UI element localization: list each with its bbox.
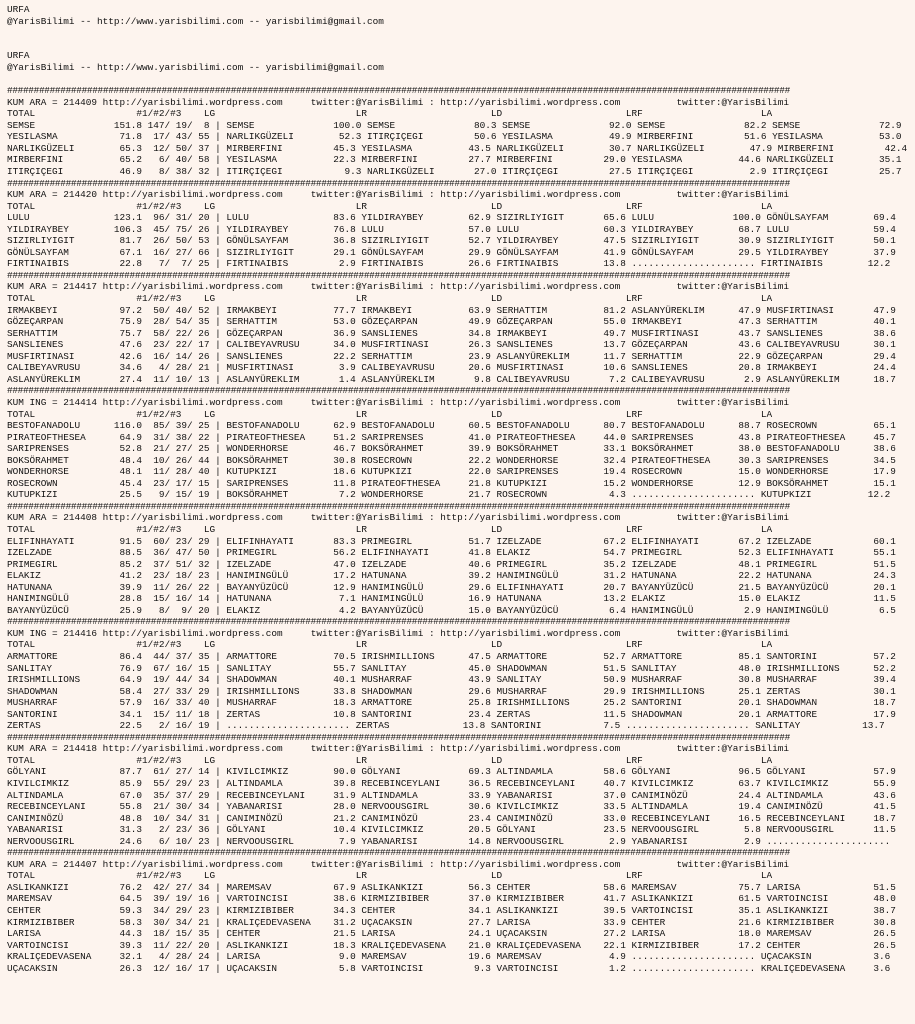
horse-row: SHADOWMAN 58.4 27/ 33/ 29 | IRISHMILLIONS 33.8 SHADOWMAN 29.6 MUSHARRAF 29.9 IRISHMILLIONS 25.1 ZERTAS 30.1 <box>7 685 896 697</box>
separator-line: ################################################################################################################################################### <box>7 847 790 859</box>
column-header: TOTAL #1/#2/#3 LG LR LD LRF LA <box>7 200 773 212</box>
separator-line: ################################################################################################################################################### <box>7 177 790 189</box>
horse-row: WONDERHORSE 48.1 11/ 28/ 40 | KUTUPKIZI 18.6 KUTUPKIZI 22.0 SARIPRENSES 19.4 ROSECROWN 15.0 WONDERHORSE 17.9 <box>7 466 896 478</box>
horse-row: YILDIRAYBEY 106.3 45/ 75/ 26 | YILDIRAYBEY 76.8 LULU 57.0 LULU 60.3 YILDIRAYBEY 68.7 LULU 59.4 <box>7 223 896 235</box>
horse-row: IZELZADE 88.5 36/ 47/ 50 | PRIMEGIRL 56.2 ELIFINHAYATI 41.8 ELAKIZ 54.7 PRIMEGIRL 52.3 ELIFINHAYATI 55.1 <box>7 547 896 559</box>
race-block <box>7 743 913 847</box>
horse-row: LULU 123.1 96/ 31/ 20 | LULU 83.6 YILDIRAYBEY 62.9 SIZIRLIYIGIT 65.6 LULU 100.0 GÖNÜLSAYFAM 69.4 <box>7 212 896 224</box>
horse-row: KIRMIZIBIBER 58.3 30/ 34/ 21 | KRALIÇEDEVASENA 31.2 UÇACAKSIN 27.7 LARISA 33.9 CEHTER 21.6 KIRMIZIBIBER 30.8 <box>7 916 896 928</box>
horse-row: MAREMSAV 64.5 39/ 19/ 16 | VARTOINCISI 38.6 KIRMIZIBIBER 37.0 KIRMIZIBIBER 41.7 ASLIKANKIZI 61.5 VARTOINCISI 48.0 <box>7 893 896 905</box>
horse-row: GÖLYANI 87.7 61/ 27/ 14 | KIVILCIMKIZ 90.0 GÖLYANI 69.3 ALTINDAMLA 58.6 GÖLYANI 96.5 GÖLYANI 57.9 <box>7 766 896 778</box>
race-header: KUM ARA = 214408 http://yarisbilimi.wordpress.com twitter:@YarisBilimi : http://yarisbilimi.wordpress.com twitter:@YarisBilimi <box>7 512 790 524</box>
column-header: TOTAL #1/#2/#3 LG LR LD LRF LA <box>7 408 773 420</box>
horse-row: CANIMINÖZÜ 48.8 10/ 34/ 31 | CANIMINÖZÜ 21.2 CANIMINÖZÜ 23.4 CANIMINÖZÜ 33.0 RECEBINCEYLANI 16.5 RECEBINCEYLANI 18.7 <box>7 812 896 824</box>
column-header: TOTAL #1/#2/#3 LG LR LD LRF LA <box>7 870 773 882</box>
separator-line: ################################################################################################################################################### <box>7 731 790 743</box>
horse-row: CEHTER 59.3 34/ 29/ 23 | KIRMIZIBIBER 34.3 CEHTER 34.1 ASLIKANKIZI 39.5 VARTOINCISI 35.1 ASLIKANKIZI 38.7 <box>7 905 896 917</box>
horse-row: HATUNANA 39.9 11/ 26/ 22 | BAYANYÜZÜCÜ 12.9 HANIMINGÜLÜ 29.6 ELIFINHAYATI 20.7 BAYANYÜZÜCÜ 21.5 BAYANYÜZÜCÜ 20.1 <box>7 581 896 593</box>
horse-row: BAYANYÜZÜCÜ 25.9 8/ 9/ 20 | ELAKIZ 4.2 BAYANYÜZÜCÜ 15.0 BAYANYÜZÜCÜ 6.4 HANIMINGÜLÜ 2.9 HANIMINGÜLÜ 6.5 <box>7 604 896 616</box>
horse-row: KUTUPKIZI 25.5 9/ 15/ 19 | BOKSÖRAHMET 7.2 WONDERHORSE 21.7 ROSECROWN 4.3 ...................... KUTUPKIZI 12.2 <box>7 489 891 501</box>
column-header: TOTAL #1/#2/#3 LG LR LD LRF LA <box>7 754 773 766</box>
horse-row: ALTINDAMLA 67.0 35/ 37/ 29 | RECEBINCEYLANI 31.9 ALTINDAMLA 33.9 YABANARISI 37.0 CANIMINÖZÜ 24.4 ALTINDAMLA 43.6 <box>7 789 896 801</box>
horse-row: CALIBEYAVRUSU 34.6 4/ 28/ 21 | MUSFIRTINASI 3.9 CALIBEYAVRUSU 20.6 MUSFIRTINASI 10.6 SANSLIENES 20.8 IRMAKBEYI 24.4 <box>7 362 896 374</box>
horse-row: ELIFINHAYATI 91.5 60/ 23/ 29 | ELIFINHAYATI 83.3 PRIMEGIRL 51.7 IZELZADE 67.2 ELIFINHAYATI 67.2 IZELZADE 60.1 <box>7 535 896 547</box>
horse-row: SEMSE 151.8 147/ 19/ 8 | SEMSE 100.0 SEMSE 80.3 SEMSE 92.0 SEMSE 82.2 SEMSE 72.9 <box>7 119 902 131</box>
horse-row: ASLANYÜREKLIM 27.4 11/ 10/ 13 | ASLANYÜREKLIM 1.4 ASLANYÜREKLIM 9.8 CALIBEYAVRUSU 7.2 CALIBEYAVRUSU 2.9 ASLANYÜREKLIM 18.7 <box>7 373 896 385</box>
race-block <box>7 97 913 178</box>
horse-row: LARISA 44.3 18/ 15/ 35 | CEHTER 21.5 LARISA 24.1 UÇACAKSIN 27.2 LARISA 18.0 MAREMSAV 26.5 <box>7 928 896 940</box>
horse-row: PIRATEOFTHESEA 64.9 31/ 38/ 22 | PIRATEOFTHESEA 51.2 SARIPRENSES 41.0 PIRATEOFTHESEA 44.0 SARIPRENSES 43.8 PIRATEOFTHESEA 45.7 <box>7 431 896 443</box>
horse-row: SIZIRLIYIGIT 81.7 26/ 50/ 53 | GÖNÜLSAYFAM 36.8 SIZIRLIYIGIT 52.7 YILDIRAYBEY 47.5 SIZIRLIYIGIT 30.9 SIZIRLIYIGIT 50.1 <box>7 235 896 247</box>
race-header: KUM ARA = 214420 http://yarisbilimi.wordpress.com twitter:@YarisBilimi : http://yarisbilimi.wordpress.com twitter:@YarisBilimi <box>7 189 790 201</box>
race-header: KUM ARA = 214418 http://yarisbilimi.wordpress.com twitter:@YarisBilimi : http://yarisbilimi.wordpress.com twitter:@YarisBilimi <box>7 743 790 755</box>
horse-row: NERVOOUSGIRL 24.6 6/ 10/ 23 | NERVOOUSGIRL 7.9 YABANARISI 14.8 NERVOOUSGIRL 2.9 YABANARISI 2.9 ...................... <box>7 835 891 847</box>
race-header: KUM ING = 214416 http://yarisbilimi.wordpress.com twitter:@YarisBilimi : http://yarisbilimi.wordpress.com twitter:@YarisBilimi <box>7 627 790 639</box>
header-title: URFA <box>7 4 30 15</box>
race-list <box>7 85 913 974</box>
horse-row: UÇACAKSIN 26.3 12/ 16/ 17 | UÇACAKSIN 5.8 VARTOINCISI 9.3 VARTOINCISI 1.2 ...................... KRALIÇEDEVASENA 3.6 <box>7 962 891 974</box>
separator-line: ################################################################################################################################################### <box>7 385 790 397</box>
horse-row: HANIMINGÜLÜ 28.8 15/ 16/ 14 | HATUNANA 7.1 HANIMINGÜLÜ 16.9 HATUNANA 13.2 ELAKIZ 15.0 ELAKIZ 11.5 <box>7 593 896 605</box>
horse-row: IRISHMILLIONS 64.9 19/ 44/ 34 | SHADOWMAN 40.1 MUSHARRAF 43.9 SANLITAY 50.9 MUSHARRAF 30.8 MUSHARRAF 39.4 <box>7 674 896 686</box>
race-block <box>7 859 913 974</box>
race-block <box>7 189 913 270</box>
column-header: TOTAL #1/#2/#3 LG LR LD LRF LA <box>7 108 773 120</box>
horse-row: ASLIKANKIZI 76.2 42/ 27/ 34 | MAREMSAV 67.9 ASLIKANKIZI 56.3 CEHTER 58.6 MAREMSAV 75.7 LARISA 51.5 <box>7 881 896 893</box>
horse-row: YABANARISI 31.3 2/ 23/ 36 | GÖLYANI 10.4 KIVILCIMKIZ 20.5 GÖLYANI 23.5 NERVOOUSGIRL 5.8 NERVOOUSGIRL 11.5 <box>7 824 896 836</box>
race-block <box>7 628 913 732</box>
horse-row: ITIRÇIÇEGI 46.9 8/ 38/ 32 | ITIRÇIÇEGI 9.3 NARLIKGÜZELI 27.0 ITIRÇIÇEGI 27.5 ITIRÇIÇEGI 2.9 ITIRÇIÇEGI 25.7 <box>7 166 902 178</box>
horse-row: ARMATTORE 86.4 44/ 37/ 35 | ARMATTORE 70.5 IRISHMILLIONS 47.5 ARMATTORE 52.7 ARMATTORE 85.1 SANTORINI 57.2 <box>7 650 896 662</box>
header-contact: @YarisBilimi -- http://www.yarisbilimi.com -- yarisbilimi@gmail.com <box>7 15 384 27</box>
horse-row: ROSECROWN 45.4 23/ 17/ 15 | SARIPRENSES 11.8 PIRATEOFTHESEA 21.8 KUTUPKIZI 15.2 WONDERHORSE 12.9 BOKSÖRAHMET 15.1 <box>7 477 896 489</box>
horse-row: ELAKIZ 41.2 23/ 18/ 23 | HANIMINGÜLÜ 17.2 HATUNANA 39.2 HANIMINGÜLÜ 31.2 HATUNANA 22.2 HATUNANA 24.3 <box>7 570 896 582</box>
column-header: TOTAL #1/#2/#3 LG LR LD LRF LA <box>7 523 773 535</box>
header-title: URFA <box>7 50 30 62</box>
horse-row: PRIMEGIRL 85.2 37/ 51/ 32 | IZELZADE 47.0 IZELZADE 40.6 PRIMEGIRL 35.2 IZELZADE 48.1 PRIMEGIRL 51.5 <box>7 558 896 570</box>
race-block <box>7 281 913 385</box>
race-header: KUM ING = 214414 http://yarisbilimi.wordpress.com twitter:@YarisBilimi : http://yarisbilimi.wordpress.com twitter:@YarisBilimi <box>7 396 790 408</box>
race-block <box>7 397 913 501</box>
horse-row: GÖNÜLSAYFAM 67.1 16/ 27/ 66 | SIZIRLIYIGIT 29.1 GÖNÜLSAYFAM 29.9 GÖNÜLSAYFAM 41.9 GÖNÜLSAYFAM 29.5 YILDIRAYBEY 37.9 <box>7 246 896 258</box>
horse-row: BOKSÖRAHMET 48.4 10/ 26/ 44 | BOKSÖRAHMET 30.8 ROSECROWN 22.2 WONDERHORSE 32.4 PIRATEOFTHESEA 30.3 SARIPRENSES 34.5 <box>7 454 896 466</box>
document <box>7 4 913 974</box>
horse-row: KIVILCIMKIZ 85.9 55/ 29/ 23 | ALTINDAMLA 39.8 RECEBINCEYLANI 36.5 RECEBINCEYLANI 40.7 KIVILCIMKIZ 63.7 KIVILCIMKIZ 55.9 <box>7 778 896 789</box>
horse-row: MIRBERFINI 65.2 6/ 40/ 58 | YESILASMA 22.3 MIRBERFINI 27.7 MIRBERFINI 29.0 YESILASMA 44.6 NARLIKGÜZELI 35.1 <box>7 154 902 166</box>
horse-row: RECEBINCEYLANI 55.8 21/ 30/ 34 | YABANARISI 28.0 NERVOOUSGIRL 30.6 KIVILCIMKIZ 33.5 ALTINDAMLA 19.4 CANIMINÖZÜ 41.5 <box>7 801 896 813</box>
separator-line: ################################################################################################################################################### <box>7 85 790 97</box>
horse-row: ZERTAS 22.5 2/ 16/ 19 | ...................... ZERTAS 13.8 SANTORINI 7.5 ...................... SANLITAY 13.7 <box>7 720 885 732</box>
header-contact: @YarisBilimi -- http://www.yarisbilimi.com -- yarisbilimi@gmail.com <box>7 61 384 73</box>
horse-row: SARIPRENSES 52.8 21/ 27/ 25 | WONDERHORSE 46.7 BOKSÖRAHMET 39.9 BOKSÖRAHMET 33.1 BOKSÖRAHMET 38.0 BESTOFANADOLU 38.6 <box>7 443 896 455</box>
column-header: TOTAL #1/#2/#3 LG LR LD LRF LA <box>7 293 773 305</box>
separator-line: ################################################################################################################################################### <box>7 616 790 628</box>
horse-row: GÖZEÇARPAN 75.9 28/ 54/ 35 | SERHATTIM 53.0 GÖZEÇARPAN 49.9 GÖZEÇARPAN 55.0 IRMAKBEYI 47.3 SERHATTIM 40.1 <box>7 316 896 328</box>
race-header: KUM ARA = 214417 http://yarisbilimi.wordpress.com twitter:@YarisBilimi : http://yarisbilimi.wordpress.com twitter:@YarisBilimi <box>7 281 790 293</box>
horse-row: SANTORINI 34.1 15/ 11/ 18 | ZERTAS 10.8 SANTORINI 23.4 ZERTAS 11.5 SHADOWMAN 20.1 ARMATTORE 17.9 <box>7 708 896 720</box>
horse-row: VARTOINCISI 39.3 11/ 22/ 20 | ASLIKANKIZI 18.3 KRALIÇEDEVASENA 21.0 KRALIÇEDEVASENA 22.1 KIRMIZIBIBER 17.2 CEHTER 26.5 <box>7 939 896 951</box>
horse-row: MUSHARRAF 57.9 16/ 33/ 40 | MUSHARRAF 18.3 ARMATTORE 25.8 IRISHMILLIONS 25.2 SANTORINI 20.1 SHADOWMAN 18.7 <box>7 697 896 709</box>
race-block <box>7 512 913 616</box>
horse-row: KRALIÇEDEVASENA 32.1 4/ 28/ 24 | LARISA 9.0 MAREMSAV 19.6 MAREMSAV 4.9 ...................... UÇACAKSIN 3.6 <box>7 951 891 963</box>
separator-line: ################################################################################################################################################### <box>7 500 790 512</box>
horse-row: SANSLIENES 47.6 23/ 22/ 17 | CALIBEYAVRUSU 34.0 MUSFIRTINASI 26.3 SANSLIENES 13.7 GÖZEÇARPAN 43.6 CALIBEYAVRUSU 30.1 <box>7 339 896 351</box>
horse-row: NARLIKGÜZELI 65.3 12/ 50/ 37 | MIRBERFINI 45.3 YESILASMA 43.5 NARLIKGÜZELI 30.7 NARLIKGÜZELI 47.9 MIRBERFINI 42.4 <box>7 142 908 154</box>
horse-row: IRMAKBEYI 97.2 50/ 40/ 52 | IRMAKBEYI 77.7 IRMAKBEYI 63.9 SERHATTIM 81.2 ASLANYÜREKLIM 47.9 MUSFIRTINASI 47.9 <box>7 304 896 316</box>
race-header: KUM ARA = 214407 http://yarisbilimi.wordpress.com twitter:@YarisBilimi : http://yarisbilimi.wordpress.com twitter:@YarisBilimi <box>7 858 790 870</box>
horse-row: YESILASMA 71.8 17/ 43/ 55 | NARLIKGÜZELI 52.3 ITIRÇIÇEGI 50.6 YESILASMA 49.9 MIRBERFINI 51.6 YESILASMA 53.0 <box>7 131 902 143</box>
horse-row: SERHATTIM 75.7 58/ 22/ 26 | GÖZEÇARPAN 36.9 SANSLIENES 34.8 IRMAKBEYI 49.7 MUSFIRTINASI 43.7 SANSLIENES 38.6 <box>7 327 896 339</box>
race-header: KUM ARA = 214409 http://yarisbilimi.wordpress.com twitter:@YarisBilimi : http://yarisbilimi.wordpress.com twitter:@YarisBilimi <box>7 96 790 108</box>
horse-row: SANLITAY 76.9 67/ 16/ 15 | SANLITAY 55.7 SANLITAY 45.0 SHADOWMAN 51.5 SANLITAY 48.0 IRISHMILLIONS 52.2 <box>7 662 896 674</box>
horse-row: BESTOFANADOLU 116.0 85/ 39/ 25 | BESTOFANADOLU 62.9 BESTOFANADOLU 60.5 BESTOFANADOLU 80.7 BESTOFANADOLU 88.7 ROSECROWN 65.1 <box>7 420 896 432</box>
column-header: TOTAL #1/#2/#3 LG LR LD LRF LA <box>7 639 773 651</box>
horse-row: MUSFIRTINASI 42.6 16/ 14/ 26 | SANSLIENES 22.2 SERHATTIM 23.9 ASLANYÜREKLIM 11.7 SERHATTIM 22.9 GÖZEÇARPAN 29.4 <box>7 350 896 362</box>
separator-line: ################################################################################################################################################### <box>7 269 790 281</box>
horse-row: FIRTINAIBIS 22.8 7/ 7/ 25 | FIRTINAIBIS 2.9 FIRTINAIBIS 26.6 FIRTINAIBIS 13.8 ...................... FIRTINAIBIS 12.2 <box>7 258 891 270</box>
